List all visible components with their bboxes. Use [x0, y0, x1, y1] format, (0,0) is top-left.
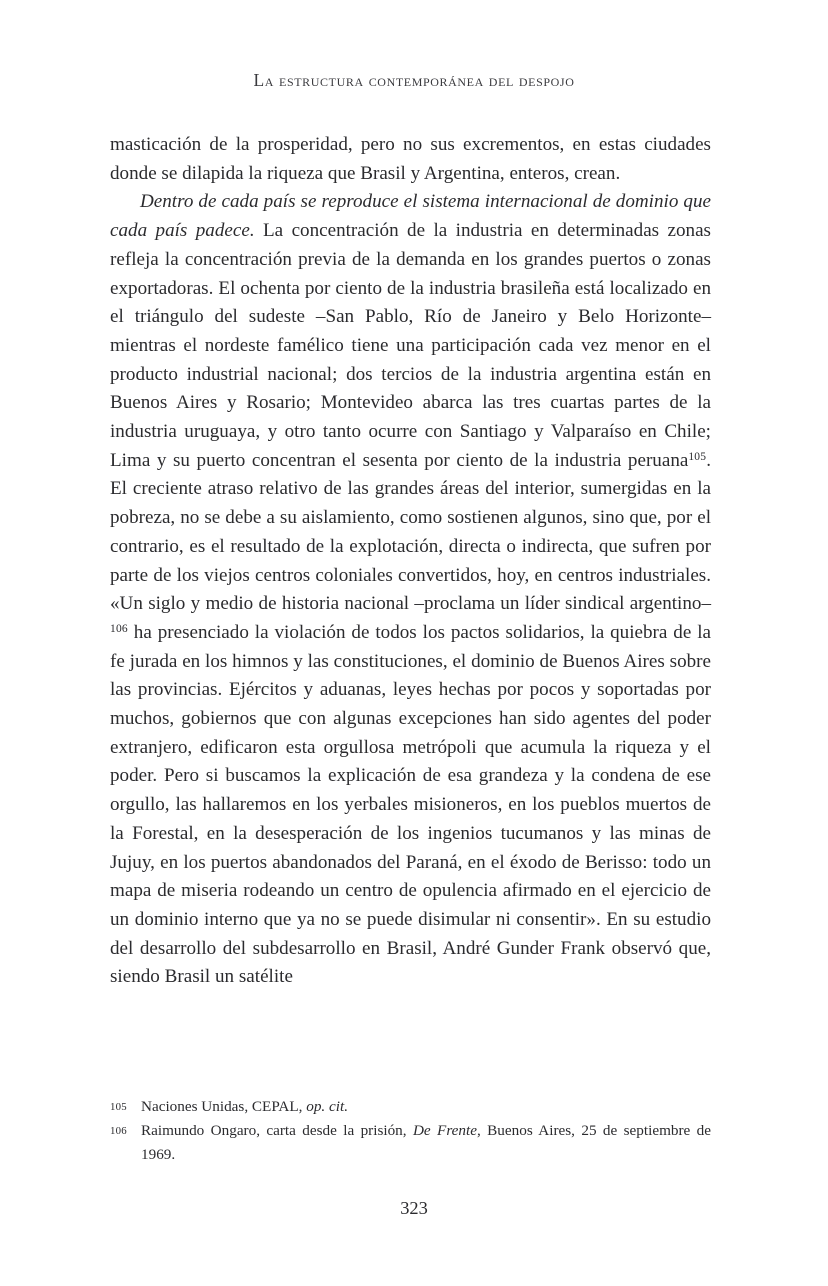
footnote-list: [110, 1095, 711, 1166]
footnote-text: [141, 1122, 711, 1162]
body-paragraph: [110, 188, 711, 992]
italic-run: De Frente: [412, 1122, 477, 1140]
footnote-marker: 106: [110, 1124, 127, 1137]
footnote-marker: 105: [110, 1100, 127, 1113]
text-run: , Buenos Aires, 25 de septiembre de 1969.: [141, 1122, 711, 1163]
footnote-text: [141, 1098, 348, 1115]
footnote-reference: 105: [688, 450, 707, 463]
text-run: Naciones Unidas, CEPAL,: [141, 1098, 307, 1115]
footnote-item: [110, 1119, 711, 1166]
footnote-reference: 106: [110, 622, 128, 635]
footnotes-section: [110, 1095, 711, 1167]
text-run: . El creciente atraso relativo de las grandes áreas del interior, sumergidas en la pobreza, no se debe a su aislamiento, como sostienen algunos, sino que, por el contrario, es el resultado de la explotación, directa o indirecta, que sufren por parte de los viejos centros coloniales convertidos, hoy, en centros industriales. «Un siglo y medio de historia nacional –proclama un líder sindical argentino–: [110, 449, 711, 615]
body-text-block: [110, 131, 711, 992]
italic-run: Dentro de cada país se reproduce el sistema internacional de dominio que cada país padece.: [110, 191, 711, 242]
text-run: La concentración de la industria en determinadas zonas refleja la concentración previa de la demanda en los grandes puertos o zonas exportadoras. El ochenta por ciento de la industria brasileña está localizado en el triángulo del sudeste –San Pablo, Río de Janeiro y Belo Horizonte– mientras el nordeste famélico tiene una participación cada vez menor en el producto industrial nacional; dos tercios de la industria argentina están en Buenos Aires y Rosario; Montevideo abarca las tres cuartas partes de la industria uruguaya, y otro tanto ocurre con Santiago y Valparaíso en Chile; Lima y su puerto concentran el sesenta por ciento de la industria peruana: [110, 220, 711, 471]
text-run: ha presenciado la violación de todos los pactos solidarios, la quiebra de la fe jurada en los himnos y las constituciones, el dominio de Buenos Aires sobre las provincias. Ejércitos y aduanas, leyes hechas por pocos y soportadas por muchos, gobiernos que con algunas excepciones han sido agentes del poder extranjero, edificaron esta orgullosa metrópoli que acumula la riqueza y el poder. Pero si buscamos la explicación de esa grandeza y la condena de ese orgullo, las hallaremos en los yerbales misioneros, en los pueblos muertos de la Forestal, en la desesperación de los ingenios tucumanos y las minas de Jujuy, en los puertos abandonados del Paraná, en el éxodo de Berisso: todo un mapa de miseria rodeando un centro de opulencia afirmado en el ejercicio de un dominio interno que ya no se puede disimular ni consentir». En su estudio del desarrollo del subdesarrollo en Brasil, André Gunder Frank observó que, siendo Brasil un satélite: [110, 621, 711, 988]
page-number: 323: [400, 1198, 428, 1218]
footnote-item: [110, 1095, 711, 1118]
running-head: La estructura contemporánea del despojo: [253, 70, 575, 90]
body-paragraphs: [110, 131, 711, 992]
text-run: masticación de la prosperidad, pero no sus excrementos, en estas ciudades donde se dilapida la riqueza que Brasil y Argentina, enteros, crean.: [110, 134, 711, 184]
body-paragraph: [110, 131, 711, 188]
italic-run: op. cit.: [306, 1098, 348, 1115]
text-run: Raimundo Ongaro, carta desde la prisión,: [141, 1122, 413, 1140]
